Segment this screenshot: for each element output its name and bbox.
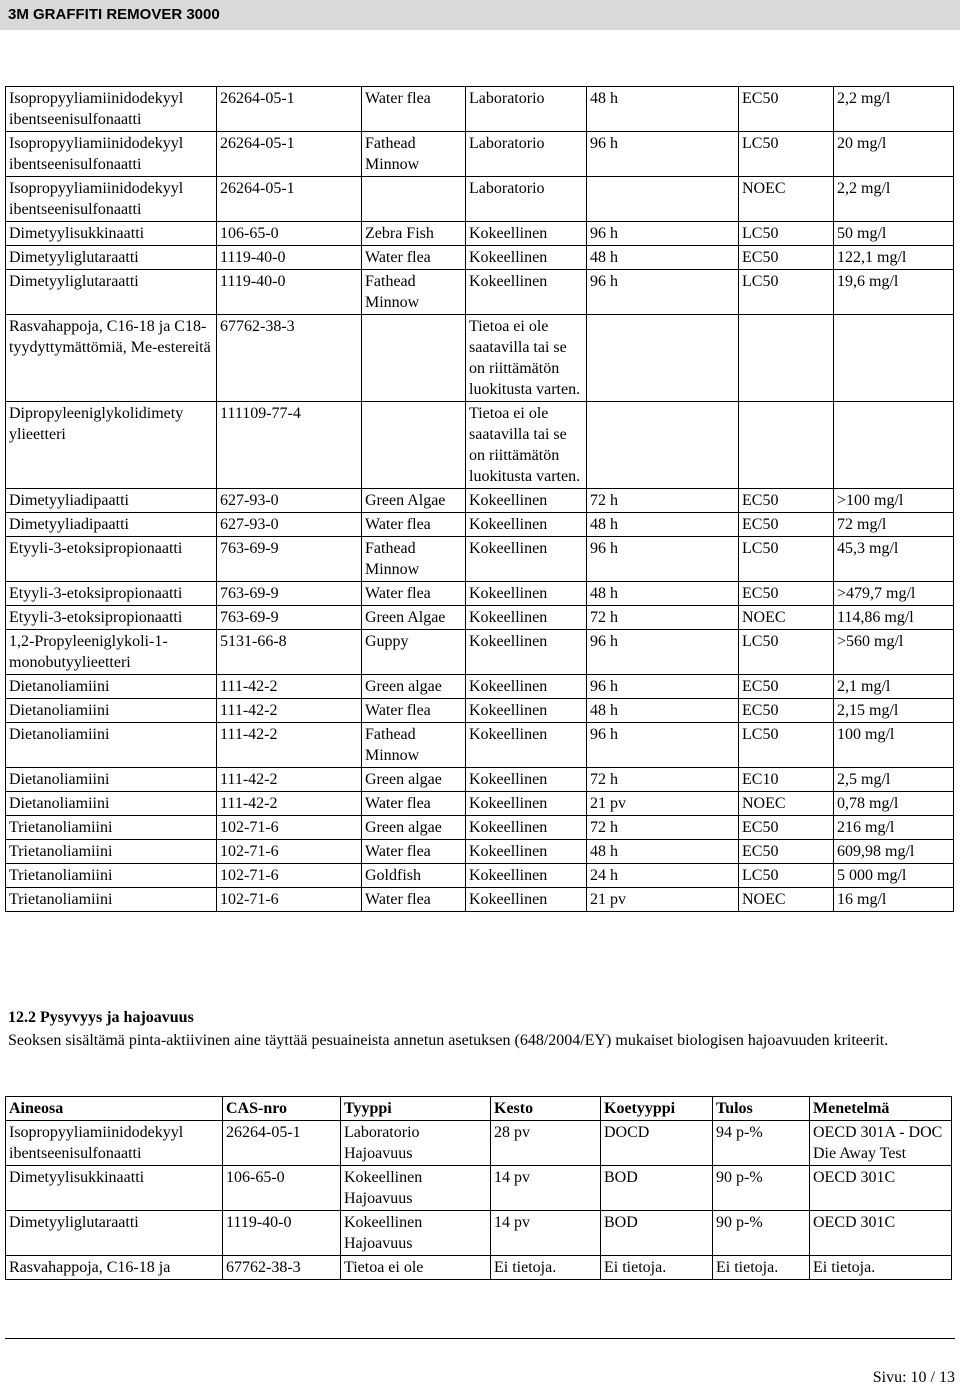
table-cell: 111109-77-4 <box>217 402 362 489</box>
table-cell: 2,15 mg/l <box>834 699 954 723</box>
table-cell: 216 mg/l <box>834 816 954 840</box>
table-cell: Ei tietoja. <box>810 1256 952 1280</box>
table-cell: Etyyli-3-etoksipropionaatti <box>6 582 217 606</box>
table-cell: Kokeellinen <box>466 630 587 675</box>
table-cell: DOCD <box>601 1121 713 1166</box>
table-row <box>6 606 954 630</box>
table-cell: 94 p-% <box>713 1121 810 1166</box>
ecotoxicity-table <box>5 86 954 912</box>
column-header: CAS-nro <box>223 1097 341 1121</box>
table-cell: Water flea <box>362 513 466 537</box>
table-cell: Ei tietoja. <box>713 1256 810 1280</box>
table-cell: Water flea <box>362 840 466 864</box>
table-cell: 5 000 mg/l <box>834 864 954 888</box>
table-cell: Trietanoliamiini <box>6 840 217 864</box>
table-cell: BOD <box>601 1166 713 1211</box>
table-cell: EC50 <box>739 246 834 270</box>
table-row <box>6 315 954 402</box>
table-cell <box>834 315 954 402</box>
table-cell: 90 p-% <box>713 1211 810 1256</box>
table-row <box>6 699 954 723</box>
degradation-table <box>5 1096 952 1280</box>
page-number: Sivu: 10 / 13 <box>872 1369 955 1386</box>
table-cell: Dipropyleeniglykolidimety ylieetteri <box>6 402 217 489</box>
table-cell: Kokeellinen <box>466 864 587 888</box>
table-cell: Dietanoliamiini <box>6 699 217 723</box>
table-cell: Rasvahappoja, C16-18 ja <box>6 1256 223 1280</box>
header-bar <box>0 0 960 30</box>
table-cell: LC50 <box>739 270 834 315</box>
table-cell: NOEC <box>739 888 834 912</box>
table-cell: Kokeellinen <box>466 222 587 246</box>
table-cell: EC50 <box>739 840 834 864</box>
table-row <box>6 816 954 840</box>
table-cell: 111-42-2 <box>217 768 362 792</box>
table-cell: 2,1 mg/l <box>834 675 954 699</box>
table-cell: Green algae <box>362 675 466 699</box>
table-cell: Kokeellinen <box>466 582 587 606</box>
table-cell: Kokeellinen <box>466 888 587 912</box>
table-cell: 627-93-0 <box>217 513 362 537</box>
table-cell: Kokeellinen <box>466 537 587 582</box>
table-cell: 763-69-9 <box>217 537 362 582</box>
table-cell: LC50 <box>739 723 834 768</box>
table-cell: Trietanoliamiini <box>6 888 217 912</box>
table-cell: 14 pv <box>491 1211 601 1256</box>
table-cell <box>587 402 739 489</box>
table-cell: 72 h <box>587 768 739 792</box>
table-cell: 45,3 mg/l <box>834 537 954 582</box>
table-cell <box>362 315 466 402</box>
table-cell: Kokeellinen <box>466 699 587 723</box>
table-cell: LC50 <box>739 630 834 675</box>
table-cell: Fathead Minnow <box>362 132 466 177</box>
table-cell: 1119-40-0 <box>223 1211 341 1256</box>
table-row <box>6 630 954 675</box>
table-cell: Kokeellinen <box>466 768 587 792</box>
table-cell: Zebra Fish <box>362 222 466 246</box>
column-header: Menetelmä <box>810 1097 952 1121</box>
table-cell: >479,7 mg/l <box>834 582 954 606</box>
table-cell: 72 h <box>587 606 739 630</box>
table-cell: 28 pv <box>491 1121 601 1166</box>
table-cell: Fathead Minnow <box>362 537 466 582</box>
table-cell: 609,98 mg/l <box>834 840 954 864</box>
table-cell: Kokeellinen <box>466 840 587 864</box>
table-cell: Water flea <box>362 792 466 816</box>
table-cell: Kokeellinen <box>466 270 587 315</box>
table-cell: Isopropyyliamiinidodekyyl ibentseenisulfonaatti <box>6 87 217 132</box>
column-header: Koetyyppi <box>601 1097 713 1121</box>
table-cell: 72 h <box>587 816 739 840</box>
table-cell: Dimetyyliadipaatti <box>6 513 217 537</box>
column-header: Tulos <box>713 1097 810 1121</box>
table-cell: Kokeellinen <box>466 513 587 537</box>
table-cell: 2,2 mg/l <box>834 87 954 132</box>
table-cell: Green Algae <box>362 606 466 630</box>
table-cell: Laboratorio <box>466 87 587 132</box>
table-cell: Ei tietoja. <box>491 1256 601 1280</box>
table-row <box>6 402 954 489</box>
table-cell: 50 mg/l <box>834 222 954 246</box>
column-header: Tyyppi <box>341 1097 491 1121</box>
table-cell: BOD <box>601 1211 713 1256</box>
table-cell: Kokeellinen <box>466 792 587 816</box>
table-cell <box>739 315 834 402</box>
table-cell: NOEC <box>739 177 834 222</box>
degradation-header-row <box>6 1097 952 1121</box>
table-cell: Dimetyyliglutaraatti <box>6 246 217 270</box>
table-cell: 20 mg/l <box>834 132 954 177</box>
table-cell: 90 p-% <box>713 1166 810 1211</box>
table-cell: EC50 <box>739 87 834 132</box>
table-cell: EC50 <box>739 699 834 723</box>
table-row <box>6 1121 952 1166</box>
table-cell: 114,86 mg/l <box>834 606 954 630</box>
table-cell: 100 mg/l <box>834 723 954 768</box>
table-cell: 111-42-2 <box>217 675 362 699</box>
table-cell: Trietanoliamiini <box>6 816 217 840</box>
table-cell: EC50 <box>739 816 834 840</box>
table-cell: Etyyli-3-etoksipropionaatti <box>6 606 217 630</box>
table-cell: 2,5 mg/l <box>834 768 954 792</box>
table-cell <box>739 402 834 489</box>
table-cell: Laboratorio <box>466 132 587 177</box>
table-cell: Isopropyyliamiinidodekyyl ibentseenisulfonaatti <box>6 132 217 177</box>
table-cell: 102-71-6 <box>217 816 362 840</box>
table-cell: 763-69-9 <box>217 606 362 630</box>
table-cell: 21 pv <box>587 888 739 912</box>
table-cell: 14 pv <box>491 1166 601 1211</box>
table-cell: 102-71-6 <box>217 864 362 888</box>
table-cell: 1,2-Propyleeniglykoli-1- monobutyylieetteri <box>6 630 217 675</box>
table-cell: 48 h <box>587 246 739 270</box>
table-cell: Dietanoliamiini <box>6 723 217 768</box>
table-cell: Laboratorio <box>466 177 587 222</box>
table-cell: Dimetyyliglutaraatti <box>6 1211 223 1256</box>
table-cell: OECD 301C <box>810 1211 952 1256</box>
table-cell: 1119-40-0 <box>217 270 362 315</box>
table-cell: >560 mg/l <box>834 630 954 675</box>
table-cell: 96 h <box>587 222 739 246</box>
table-row <box>6 768 954 792</box>
table-cell: 21 pv <box>587 792 739 816</box>
table-cell: 19,6 mg/l <box>834 270 954 315</box>
table-cell: Green Algae <box>362 489 466 513</box>
table-cell: 48 h <box>587 840 739 864</box>
table-cell: 48 h <box>587 582 739 606</box>
table-cell: Water flea <box>362 246 466 270</box>
table-cell: OECD 301C <box>810 1166 952 1211</box>
table-cell: Kokeellinen <box>466 489 587 513</box>
table-cell: Trietanoliamiini <box>6 864 217 888</box>
table-row <box>6 864 954 888</box>
table-cell: 96 h <box>587 723 739 768</box>
table-cell: LC50 <box>739 222 834 246</box>
table-cell: Laboratorio Hajoavuus <box>341 1121 491 1166</box>
table-cell: 48 h <box>587 699 739 723</box>
table-cell: 96 h <box>587 132 739 177</box>
table-cell: 106-65-0 <box>223 1166 341 1211</box>
table-cell: 96 h <box>587 270 739 315</box>
table-cell: 72 mg/l <box>834 513 954 537</box>
column-header: Kesto <box>491 1097 601 1121</box>
table-cell: Dietanoliamiini <box>6 675 217 699</box>
table-cell <box>362 402 466 489</box>
table-row <box>6 87 954 132</box>
table-cell: 16 mg/l <box>834 888 954 912</box>
table-row <box>6 246 954 270</box>
table-cell: Dimetyyliadipaatti <box>6 489 217 513</box>
table-cell: EC10 <box>739 768 834 792</box>
table-cell: Isopropyyliamiinidodekyyl ibentseenisulfonaatti <box>6 177 217 222</box>
table-cell: Kokeellinen <box>466 816 587 840</box>
table-cell: NOEC <box>739 606 834 630</box>
table-cell: 5131-66-8 <box>217 630 362 675</box>
table-cell: Tietoa ei ole saatavilla tai se on riittämätön luokitusta varten. <box>466 315 587 402</box>
table-row <box>6 177 954 222</box>
column-header: Aineosa <box>6 1097 223 1121</box>
table-cell: OECD 301A - DOC Die Away Test <box>810 1121 952 1166</box>
table-cell: Etyyli-3-etoksipropionaatti <box>6 537 217 582</box>
table-cell: 26264-05-1 <box>217 177 362 222</box>
table-row <box>6 1211 952 1256</box>
table-cell: 96 h <box>587 675 739 699</box>
table-cell: Green algae <box>362 816 466 840</box>
table-row <box>6 222 954 246</box>
table-cell: EC50 <box>739 675 834 699</box>
table-row <box>6 1256 952 1280</box>
table-row <box>6 792 954 816</box>
table-cell: Dimetyyliglutaraatti <box>6 270 217 315</box>
table-cell: EC50 <box>739 489 834 513</box>
table-cell: 111-42-2 <box>217 792 362 816</box>
table-cell: 72 h <box>587 489 739 513</box>
table-cell: 102-71-6 <box>217 888 362 912</box>
table-cell: Kokeellinen Hajoavuus <box>341 1211 491 1256</box>
table-cell: Kokeellinen <box>466 675 587 699</box>
table-cell <box>834 402 954 489</box>
table-row <box>6 1166 952 1211</box>
table-cell: 0,78 mg/l <box>834 792 954 816</box>
table-row <box>6 132 954 177</box>
table-cell: Guppy <box>362 630 466 675</box>
table-cell: Kokeellinen Hajoavuus <box>341 1166 491 1211</box>
table-cell: Fathead Minnow <box>362 270 466 315</box>
table-cell: NOEC <box>739 792 834 816</box>
table-cell: 111-42-2 <box>217 699 362 723</box>
table-row <box>6 723 954 768</box>
table-cell <box>362 177 466 222</box>
table-cell: 96 h <box>587 537 739 582</box>
table-cell: Water flea <box>362 582 466 606</box>
table-cell: Goldfish <box>362 864 466 888</box>
table-cell: Water flea <box>362 87 466 132</box>
table-cell: 67762-38-3 <box>217 315 362 402</box>
table-row <box>6 513 954 537</box>
table-row <box>6 537 954 582</box>
footer-divider <box>5 1338 955 1339</box>
table-cell: Dimetyylisukkinaatti <box>6 1166 223 1211</box>
table-row <box>6 489 954 513</box>
table-cell: 48 h <box>587 513 739 537</box>
table-cell: 111-42-2 <box>217 723 362 768</box>
table-cell: 122,1 mg/l <box>834 246 954 270</box>
table-cell: LC50 <box>739 132 834 177</box>
table-cell: 26264-05-1 <box>223 1121 341 1166</box>
table-row <box>6 888 954 912</box>
table-cell: Kokeellinen <box>466 246 587 270</box>
table-cell <box>587 315 739 402</box>
table-row <box>6 582 954 606</box>
table-cell: Water flea <box>362 699 466 723</box>
table-cell: Dietanoliamiini <box>6 792 217 816</box>
table-cell: 48 h <box>587 87 739 132</box>
table-cell: >100 mg/l <box>834 489 954 513</box>
table-cell: Rasvahappoja, C16-18 ja C18-tyydyttymättömiä, Me-estereitä <box>6 315 217 402</box>
table-cell: 26264-05-1 <box>217 87 362 132</box>
table-row <box>6 840 954 864</box>
table-row <box>6 675 954 699</box>
section-title: 12.2 Pysyvyys ja hajoavuus <box>8 1009 194 1026</box>
table-cell: 96 h <box>587 630 739 675</box>
table-cell: 102-71-6 <box>217 840 362 864</box>
table-cell: Dietanoliamiini <box>6 768 217 792</box>
table-cell: Kokeellinen <box>466 606 587 630</box>
table-cell: Water flea <box>362 888 466 912</box>
document-title: 3M GRAFFITI REMOVER 3000 <box>8 6 220 23</box>
table-cell: 763-69-9 <box>217 582 362 606</box>
section-text: Seoksen sisältämä pinta-aktiivinen aine täyttää pesuaineista annetun asetuksen (648/2004/EY) mukaiset biologisen hajoavuuden kriteerit. <box>8 1032 889 1049</box>
table-cell: 1119-40-0 <box>217 246 362 270</box>
table-cell: Green algae <box>362 768 466 792</box>
table-cell: 106-65-0 <box>217 222 362 246</box>
table-cell: Kokeellinen <box>466 723 587 768</box>
table-cell <box>587 177 739 222</box>
table-cell: Dimetyylisukkinaatti <box>6 222 217 246</box>
table-cell: EC50 <box>739 513 834 537</box>
table-cell: Tietoa ei ole <box>341 1256 491 1280</box>
table-cell: 627-93-0 <box>217 489 362 513</box>
table-cell: Ei tietoja. <box>601 1256 713 1280</box>
table-cell: EC50 <box>739 582 834 606</box>
table-row <box>6 270 954 315</box>
table-cell: Isopropyyliamiinidodekyyl ibentseenisulfonaatti <box>6 1121 223 1166</box>
table-cell: LC50 <box>739 864 834 888</box>
table-cell: 67762-38-3 <box>223 1256 341 1280</box>
table-cell: Fathead Minnow <box>362 723 466 768</box>
table-cell: Tietoa ei ole saatavilla tai se on riittämätön luokitusta varten. <box>466 402 587 489</box>
table-cell: LC50 <box>739 537 834 582</box>
table-cell: 24 h <box>587 864 739 888</box>
table-cell: 26264-05-1 <box>217 132 362 177</box>
table-cell: 2,2 mg/l <box>834 177 954 222</box>
